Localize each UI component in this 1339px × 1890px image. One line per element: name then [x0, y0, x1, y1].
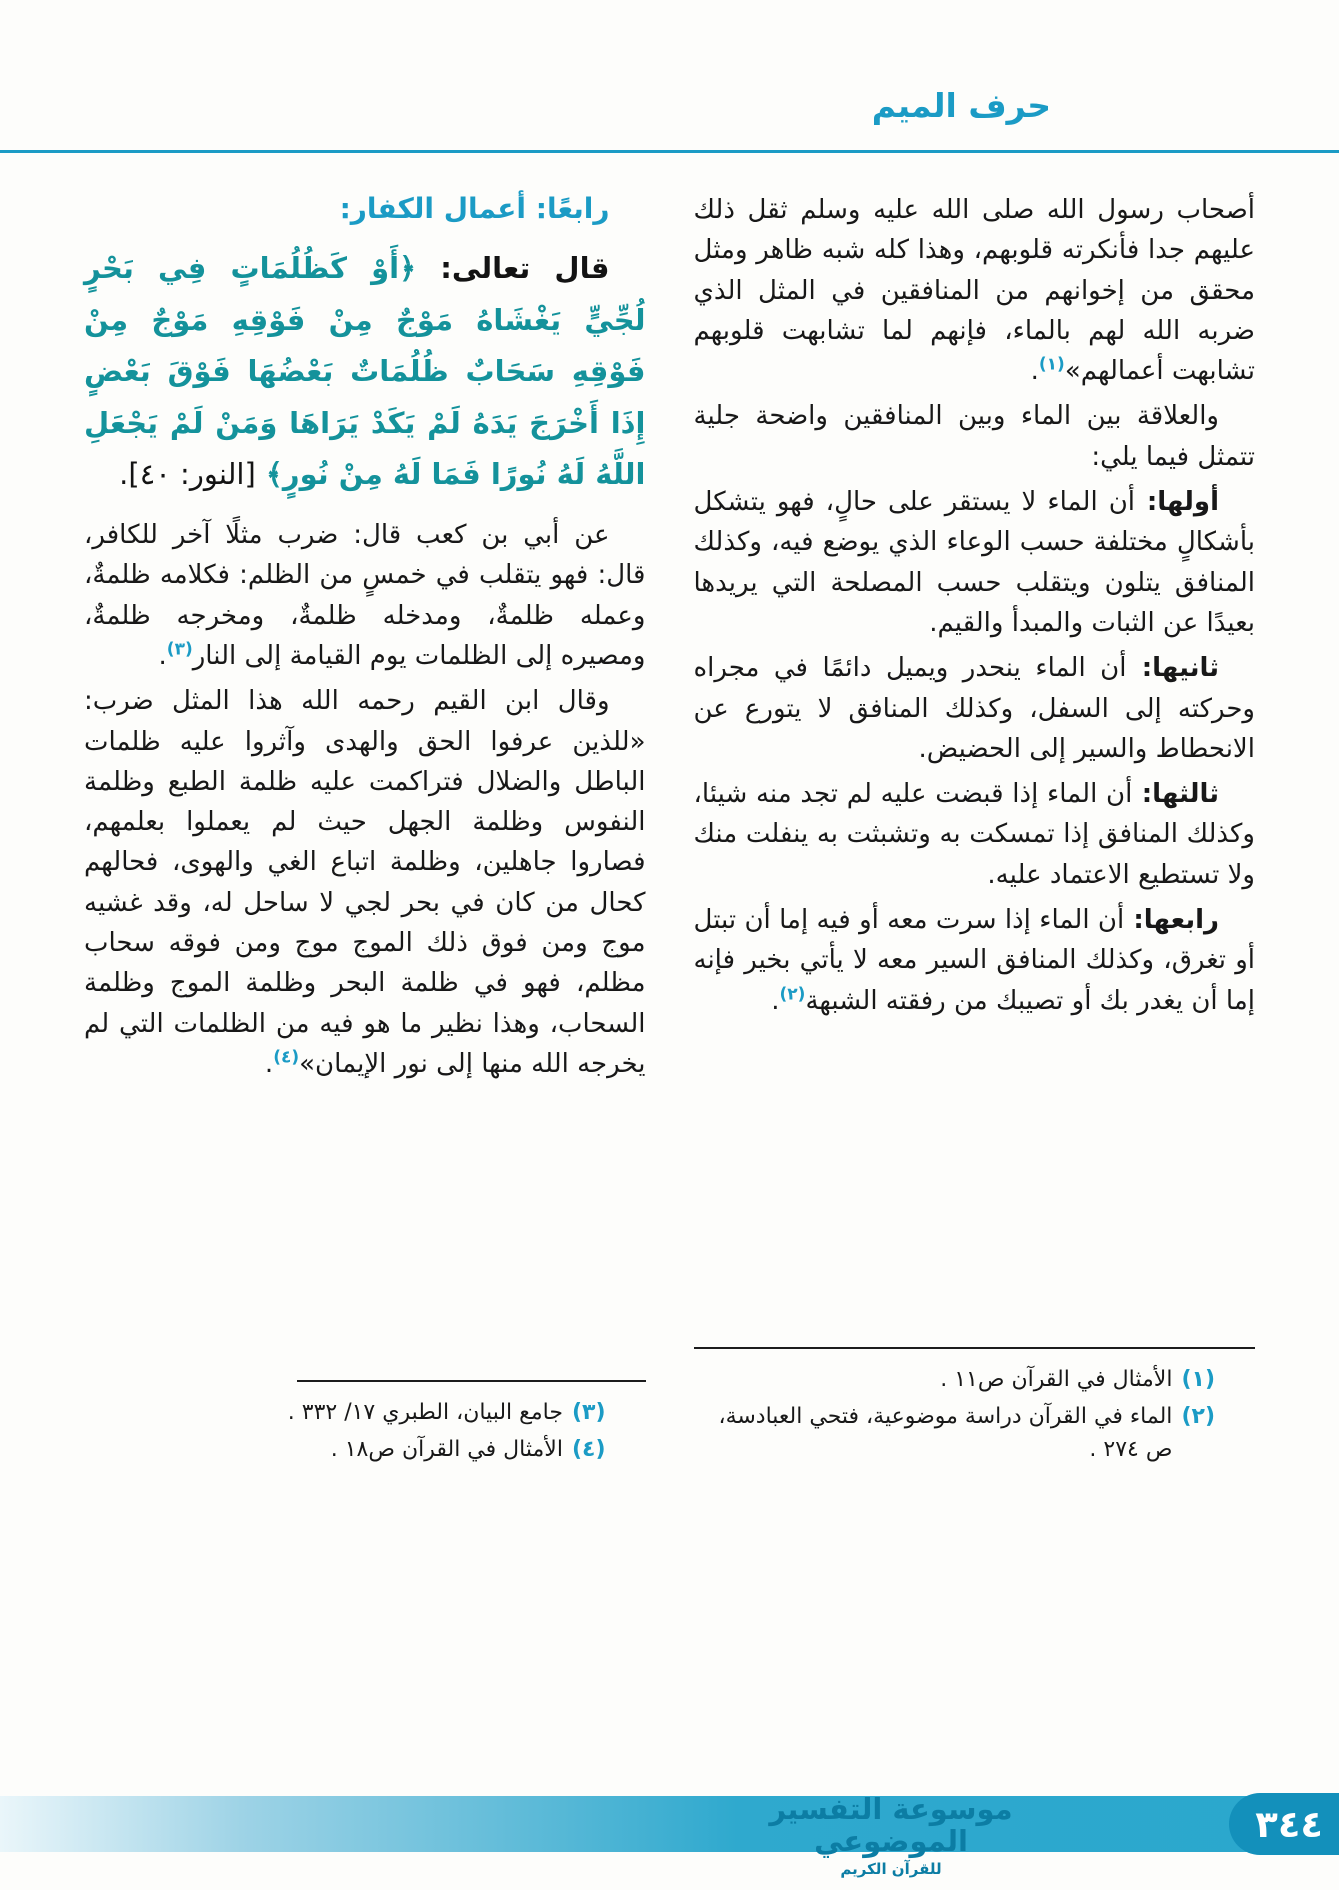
publisher-logo — [765, 1794, 1017, 1878]
footnote-ref: (١) — [1038, 354, 1065, 375]
paragraph — [84, 515, 646, 676]
paragraph-tail: . — [158, 640, 167, 671]
paragraph-text: عن أبي بن كعب قال: ضرب مثلًا آخر للكافر، قال: فهو يتقلب في خمسٍ من الظلم: فكلامه ظلمةٌ، وعمله ظلمةٌ، ومدخله ظلمةٌ، ومخرجه ظلمةٌ، ومصيره إلى الظلمات يوم القيامة إلى النار — [84, 520, 646, 671]
footnote-number: (١) — [1181, 1367, 1215, 1392]
paragraph-lead: رابعها: — [1124, 905, 1219, 936]
footnotes-left — [84, 1372, 646, 1470]
footnote-number: (٣) — [571, 1400, 606, 1425]
paragraph-text: أن الماء إذا قبضت عليه لم تجد منه شيئا، وكذلك المنافق إذا تمسكت به وتشبثت به ينفلت منك ولا تستطيع الاعتماد عليه. — [693, 779, 1255, 890]
verse-reference: [النور: ٤٠]. — [119, 457, 256, 492]
footnote-text: الأمثال في القرآن ص١١ . — [940, 1367, 1173, 1392]
paragraph — [694, 900, 1256, 1021]
chapter-heading: حرف الميم — [871, 86, 1051, 125]
paragraph-text: وقال ابن القيم رحمه الله هذا المثل ضرب: «للذين عرفوا الحق والهدى وآثروا عليه ظلمات الباطل والضلال فتراكمت عليه ظلمة الطبع وظلمة النفوس وظلمة الجهل حيث لم يعملوا بعلمهم، فصاروا جاهلين، وظلمة اتباع الغي والهوى، فحالهم كحال من كان في بحر لجي لا ساحل له، وقد غشيه موج ومن فوق ذلك الموج موج ومن فوقه سحاب مظلم، فهو في ظلمة البحر وظلمة الموج وظلمة السحاب، وهذا نظير ما هو فيه من الظلمات التي لم يخرجه الله منها إلى نور الإيمان» — [84, 686, 646, 1079]
content-columns — [0, 190, 1339, 1470]
publisher-logo-title: موسوعة التفسير الموضوعي — [769, 1792, 1013, 1858]
footnotes-right — [694, 1339, 1256, 1470]
footnote — [694, 1363, 1256, 1396]
paragraph-text: أن الماء إذا سرت معه أو فيه إما أن تبتل أو تغرق، وكذلك المنافق السير معه لا يأتي بخير فإنه إما أن يغدر بك أو تصيبك من رفقته الشبهة — [693, 905, 1255, 1016]
footer-bar — [0, 1796, 1339, 1852]
footnote-separator — [694, 1347, 1256, 1349]
header-divider — [0, 150, 1339, 153]
paragraph-lead: ثالثها: — [1132, 779, 1220, 810]
verse-intro: قال تعالى: — [416, 251, 610, 285]
footnote-text: الماء في القرآن دراسة موضوعية، فتحي العبادسة، ص ٢٧٤ . — [718, 1404, 1173, 1462]
footnote-text: الأمثال في القرآن ص١٨ . — [330, 1437, 563, 1462]
paragraph — [694, 396, 1256, 477]
paragraph — [694, 190, 1256, 391]
footnote-number: (٤) — [571, 1437, 606, 1462]
footnote-ref: (٣) — [166, 639, 193, 660]
paragraph-text: والعلاقة بين الماء وبين المنافقين واضحة جلية تتمثل فيما يلي: — [693, 401, 1255, 472]
left-column — [84, 190, 646, 1470]
paragraph-lead: ثانيها: — [1126, 653, 1220, 684]
footnote-number: (٢) — [1181, 1404, 1215, 1429]
paragraph-text: أن الماء ينحدر ويميل دائمًا في مجراه وحركته إلى السفل، وكذلك المنافق لا يتورع عن الانحطاط والسير إلى الحضيض. — [693, 653, 1255, 764]
publisher-logo-subtitle: للقرآن الكريم — [840, 1860, 942, 1878]
paragraph — [694, 648, 1256, 769]
footnote — [84, 1433, 646, 1466]
footnote — [694, 1400, 1256, 1466]
paragraph-tail: . — [771, 985, 780, 1016]
paragraph-lead: أولها: — [1135, 487, 1219, 518]
footnote-separator — [297, 1380, 645, 1382]
paragraph — [84, 681, 646, 1084]
footnote-ref: (٢) — [779, 983, 806, 1004]
quran-verse: ﴿أَوْ كَظُلُمَاتٍ فِي بَحْرٍ لُجِّيٍّ يَغْشَاهُ مَوْجٌ مِنْ فَوْقِهِ مَوْجٌ مِنْ فَوْقِهِ سَحَابٌ ظُلُمَاتٌ بَعْضُهَا فَوْقَ بَعْضٍ إِذَا أَخْرَجَ يَدَهُ لَمْ يَكَدْ يَرَاهَا وَمَنْ لَمْ يَجْعَلِ اللَّهُ لَهُ نُورًا فَمَا لَهُ مِنْ نُورٍ﴾ — [84, 251, 646, 492]
paragraph-text: أن الماء لا يستقر على حالٍ، فهو يتشكل بأشكالٍ مختلفة حسب الوعاء الذي يوضع فيه، وكذلك المنافق يتلون ويتقلب حسب المصلحة التي يريدها بعيدًا عن الثبات والمبدأ والقيم. — [693, 487, 1255, 638]
page-number-badge: ٣٤٤ — [1229, 1793, 1339, 1855]
footnote-ref: (٤) — [273, 1047, 300, 1068]
paragraph-tail: . — [1030, 356, 1039, 387]
section-heading: رابعًا: أعمال الكفار: — [339, 192, 610, 225]
paragraph-text: أصحاب رسول الله صلى الله عليه وسلم ثقل ذلك عليهم جدا فأنكرته قلوبهم، وهذا كله شبه ظاهر ومثل محقق من إخوانهم من المنافقين في المثل الذي ضربه الله لهم بالماء، فإنهم لما تشابهت قلوبهم تشابهت أعمالهم» — [693, 195, 1255, 387]
quran-verse-block — [84, 243, 646, 501]
paragraph — [694, 774, 1256, 895]
paragraph — [694, 482, 1256, 643]
footnote — [84, 1396, 646, 1429]
paragraph-tail: . — [264, 1048, 274, 1079]
footnote-text: جامع البيان، الطبري ١٧/ ٣٣٢ . — [287, 1400, 563, 1425]
right-column — [694, 190, 1256, 1470]
